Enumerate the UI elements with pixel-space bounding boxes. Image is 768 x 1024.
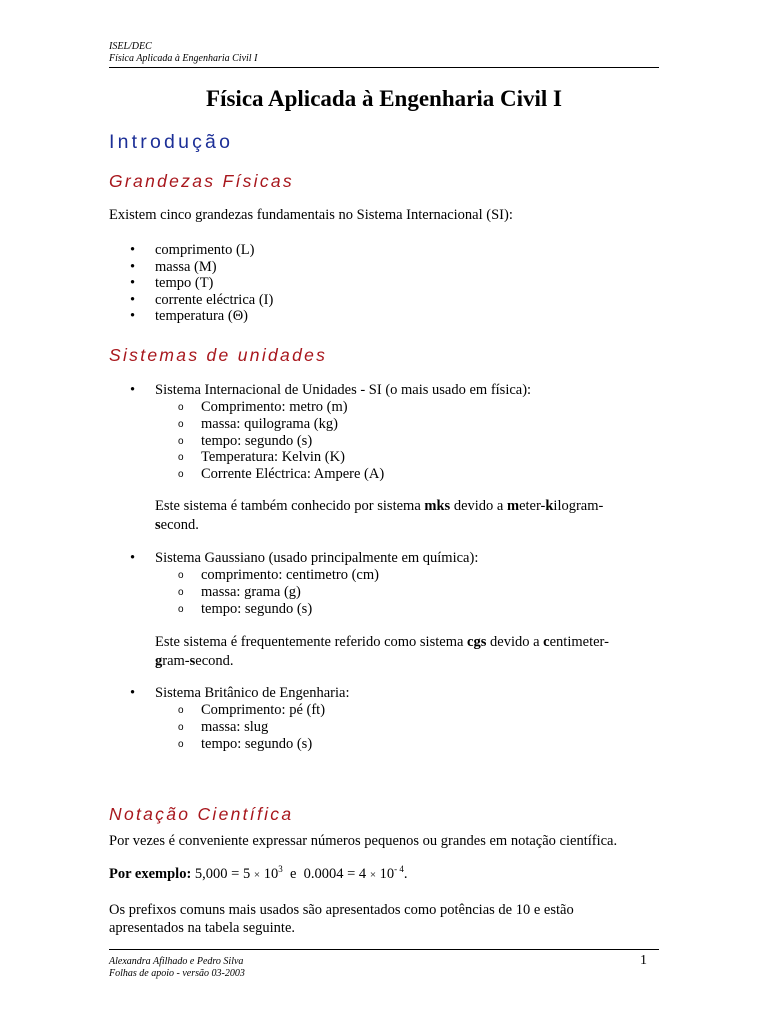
page-number: 1 [640,953,647,968]
grandezas-intro-text: Existem cinco grandezas fundamentais no Sistema Internacional (SI): [109,207,513,223]
subsection-heading-grandezas: Grandezas Físicas [109,171,294,191]
list-item: • Sistema Gaussiano (usado principalmente em química): [130,550,479,566]
list-item: • temperatura (Θ) [130,308,248,324]
subsection-heading-sistemas: Sistemas de unidades [109,345,328,365]
si-units-list [178,399,385,483]
list-item: o tempo: segundo (s) [178,432,313,449]
list-item: • corrente eléctrica (I) [130,291,274,308]
bullet-icon: • [130,291,136,308]
gaussiano-note: Este sistema é frequentemente referido como sistema cgs devido a centimeter- gram-second. [155,634,609,669]
gaussiano-units-list [178,567,379,617]
circle-bullet-icon: o [178,570,184,581]
list-item: • tempo (T) [130,275,214,291]
bullet-icon: • [130,308,136,324]
list-item: o tempo: segundo (s) [178,735,313,752]
circle-bullet-icon: o [178,452,184,464]
si-note: Este sistema é também conhecido por sistema mks devido a meter-kilogram- second. [155,498,604,533]
notacao-paragraph-2: Os prefixos comuns mais usados são apresentados como potências de 10 e estão apresentados na tabela seguinte. [109,902,574,936]
sistema-britanico [130,685,349,702]
footer-version: Folhas de apoio - versão 03-2003 [109,968,245,979]
circle-bullet-icon: o [178,586,184,598]
bullet-icon: • [130,382,136,398]
list-item: o massa: grama (g) [178,583,301,600]
circle-bullet-icon: o [178,418,184,430]
running-header-course: Física Aplicada à Engenharia Civil I [109,53,258,64]
notacao-example: Por exemplo: $5,000 = 5 \times 10^3$ e $0.0004 = 4 \times 10^{- 4}$. [109,864,408,882]
list-item: • massa (M) [130,258,217,275]
bullet-icon: • [130,242,136,258]
circle-bullet-icon: o [178,721,184,733]
list-item: o Comprimento: metro (m) [178,399,348,415]
list-item: • Sistema Britânico de Engenharia: [130,685,350,701]
circle-bullet-icon: o [178,705,184,716]
list-item: o Comprimento: pé (ft) [178,702,326,718]
page-title: Física Aplicada à Engenharia Civil I [206,86,562,111]
bullet-icon: • [130,685,136,701]
list-item: o massa: quilograma (kg) [178,415,338,432]
list-item: o tempo: segundo (s) [178,600,313,617]
sistema-gaussiano [130,550,478,567]
notacao-paragraph-1: Por vezes é conveniente expressar números pequenos ou grandes em notação científica. [109,833,618,849]
bullet-icon: • [130,275,136,291]
list-item: o massa: slug [178,718,269,735]
header-rule [109,67,659,68]
footer-rule [109,949,659,950]
subsection-heading-notacao: Notação Científica [109,804,294,824]
list-item: o comprimento: centimetro (cm) [178,567,379,583]
circle-bullet-icon: o [178,738,184,750]
running-header-institution: ISEL/DEC [109,41,152,52]
circle-bullet-icon: o [178,603,184,615]
circle-bullet-icon: o [178,402,184,413]
bullet-icon: • [130,550,136,566]
circle-bullet-icon: o [178,435,184,447]
footer-authors: Alexandra Afilhado e Pedro Silva [109,956,244,967]
sistema-si [130,382,531,399]
bullet-icon: • [130,258,136,275]
circle-bullet-icon: o [178,469,184,481]
list-item: o Temperatura: Kelvin (K) [178,449,345,466]
grandezas-list [130,242,273,325]
section-heading-introducao: Introdução [109,131,234,153]
list-item: o Corrente Eléctrica: Ampere (A) [178,466,385,483]
list-item: • Sistema Internacional de Unidades - SI (o mais usado em física): [130,382,532,398]
list-item: • comprimento (L) [130,242,255,258]
britanico-units-list [178,702,326,752]
